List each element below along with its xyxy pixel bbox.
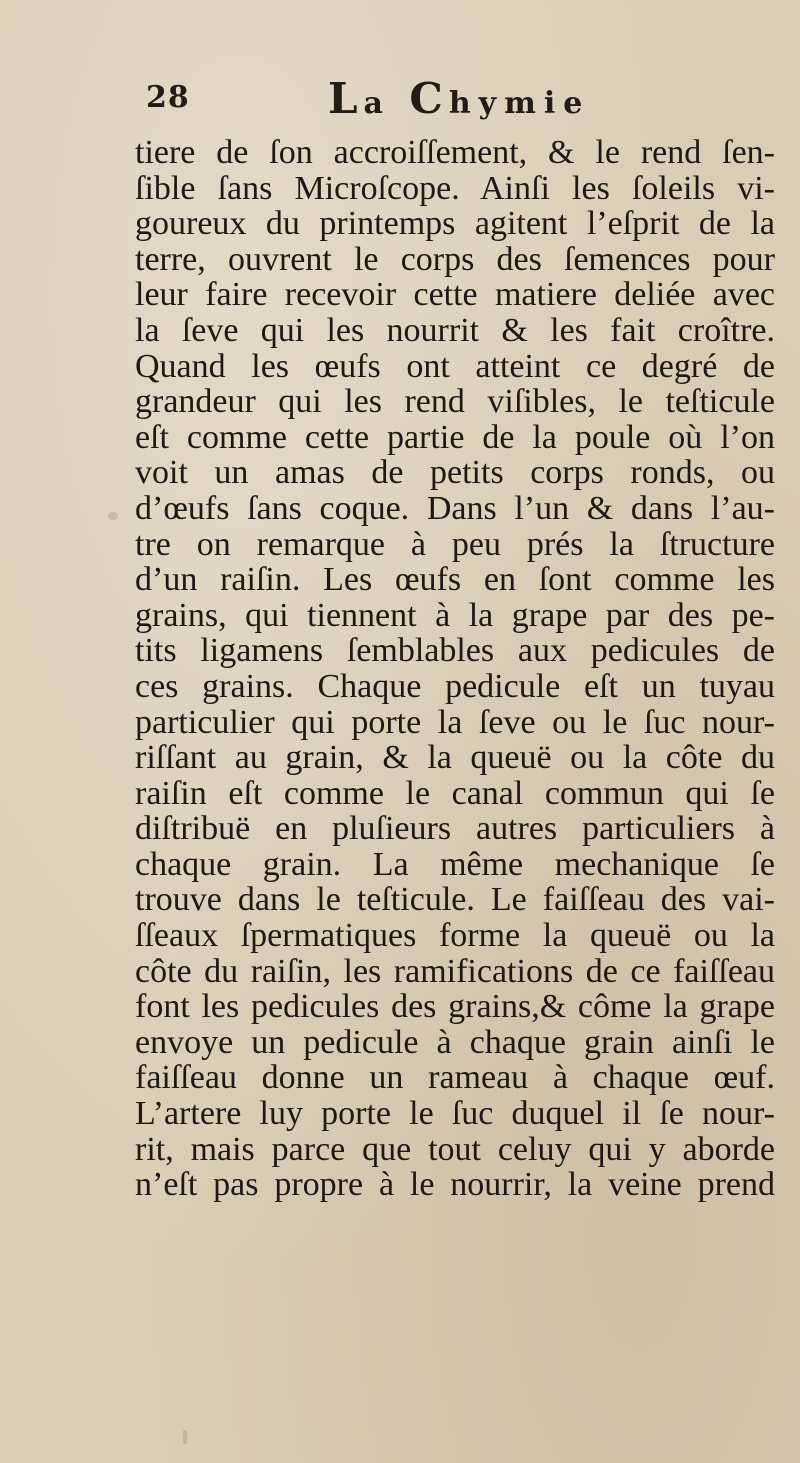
text-line: chaque grain. La même mechanique ſe: [135, 845, 775, 883]
text-line: rit, mais parce que tout celuy qui y aborde: [135, 1130, 775, 1168]
text-line: leur faire recevoir cette matiere deliée avec: [135, 276, 775, 314]
text-line: côte du raiſin, les ramifications de ce faiſſeau: [135, 952, 775, 990]
text-line: tiere de ſon accroiſſement, & le rend ſen-: [135, 134, 775, 171]
text-line: eſt comme cette partie de la poule où l’on: [135, 418, 775, 456]
text-line: voit un amas de petits corps ronds, ou: [135, 454, 775, 492]
running-title-initial-2: C: [409, 74, 449, 123]
running-title: [328, 74, 590, 123]
running-title-part-1: a: [363, 86, 410, 121]
text-line: goureux du printemps agitent l’eſprit de la: [135, 205, 775, 243]
text-line: grains, qui tiennent à la grape par des pe-: [135, 596, 775, 634]
text-line: L’artere luy porte le ſuc duquel il ſe nour-: [135, 1095, 775, 1133]
text-line: font les pedicules des grains,& côme la grape: [135, 988, 775, 1026]
text-line: ces grains. Chaque pedicule eſt un tuyau: [135, 667, 775, 705]
body-text: [135, 135, 775, 1203]
text-line: riſſant au grain, & la queuë ou la côte du: [135, 739, 775, 777]
text-line: Quand les œufs ont atteint ce degré de: [135, 347, 775, 385]
text-line: trouve dans le teſticule. Le faiſſeau des vai-: [135, 881, 775, 919]
text-line: ſſeaux ſpermatiques forme la queuë ou la: [135, 917, 775, 955]
text-line: terre, ouvrent le corps des ſemences pour: [135, 240, 775, 278]
text-line: grandeur qui les rend viſibles, le teſticule: [135, 383, 775, 421]
page-number: 28: [146, 80, 190, 115]
running-title-part-2: hymie: [448, 86, 591, 121]
text-line: d’un raiſin. Les œufs en ſont comme les: [135, 561, 775, 599]
text-line: ſible ſans Microſcope. Ainſi les ſoleils vi-: [135, 169, 775, 207]
text-line: n’eſt pas propre à le nourrir, la veine prend: [135, 1166, 775, 1204]
text-line: tre on remarque à peu prés la ſtructure: [135, 525, 775, 563]
text-line: particulier qui porte la ſeve ou le ſuc nour-: [135, 703, 775, 741]
text-line: faiſſeau donne un rameau à chaque œuf.: [135, 1059, 775, 1097]
paper-stain: [183, 1430, 187, 1444]
text-line: envoye un pedicule à chaque grain ainſi le: [135, 1023, 775, 1061]
page-header: [138, 70, 678, 130]
text-line: la ſeve qui les nourrit & les fait croître.: [135, 311, 775, 349]
text-line: diſtribuë en pluſieurs autres particuliers à: [135, 810, 775, 848]
paper-stain: [108, 512, 118, 520]
text-line: raiſin eſt comme le canal commun qui ſe: [135, 774, 775, 812]
running-title-initial-1: L: [328, 74, 364, 123]
text-line: d’œufs ſans coque. Dans l’un & dans l’au-: [135, 489, 775, 527]
text-line: tits ligamens ſemblables aux pedicules de: [135, 632, 775, 670]
